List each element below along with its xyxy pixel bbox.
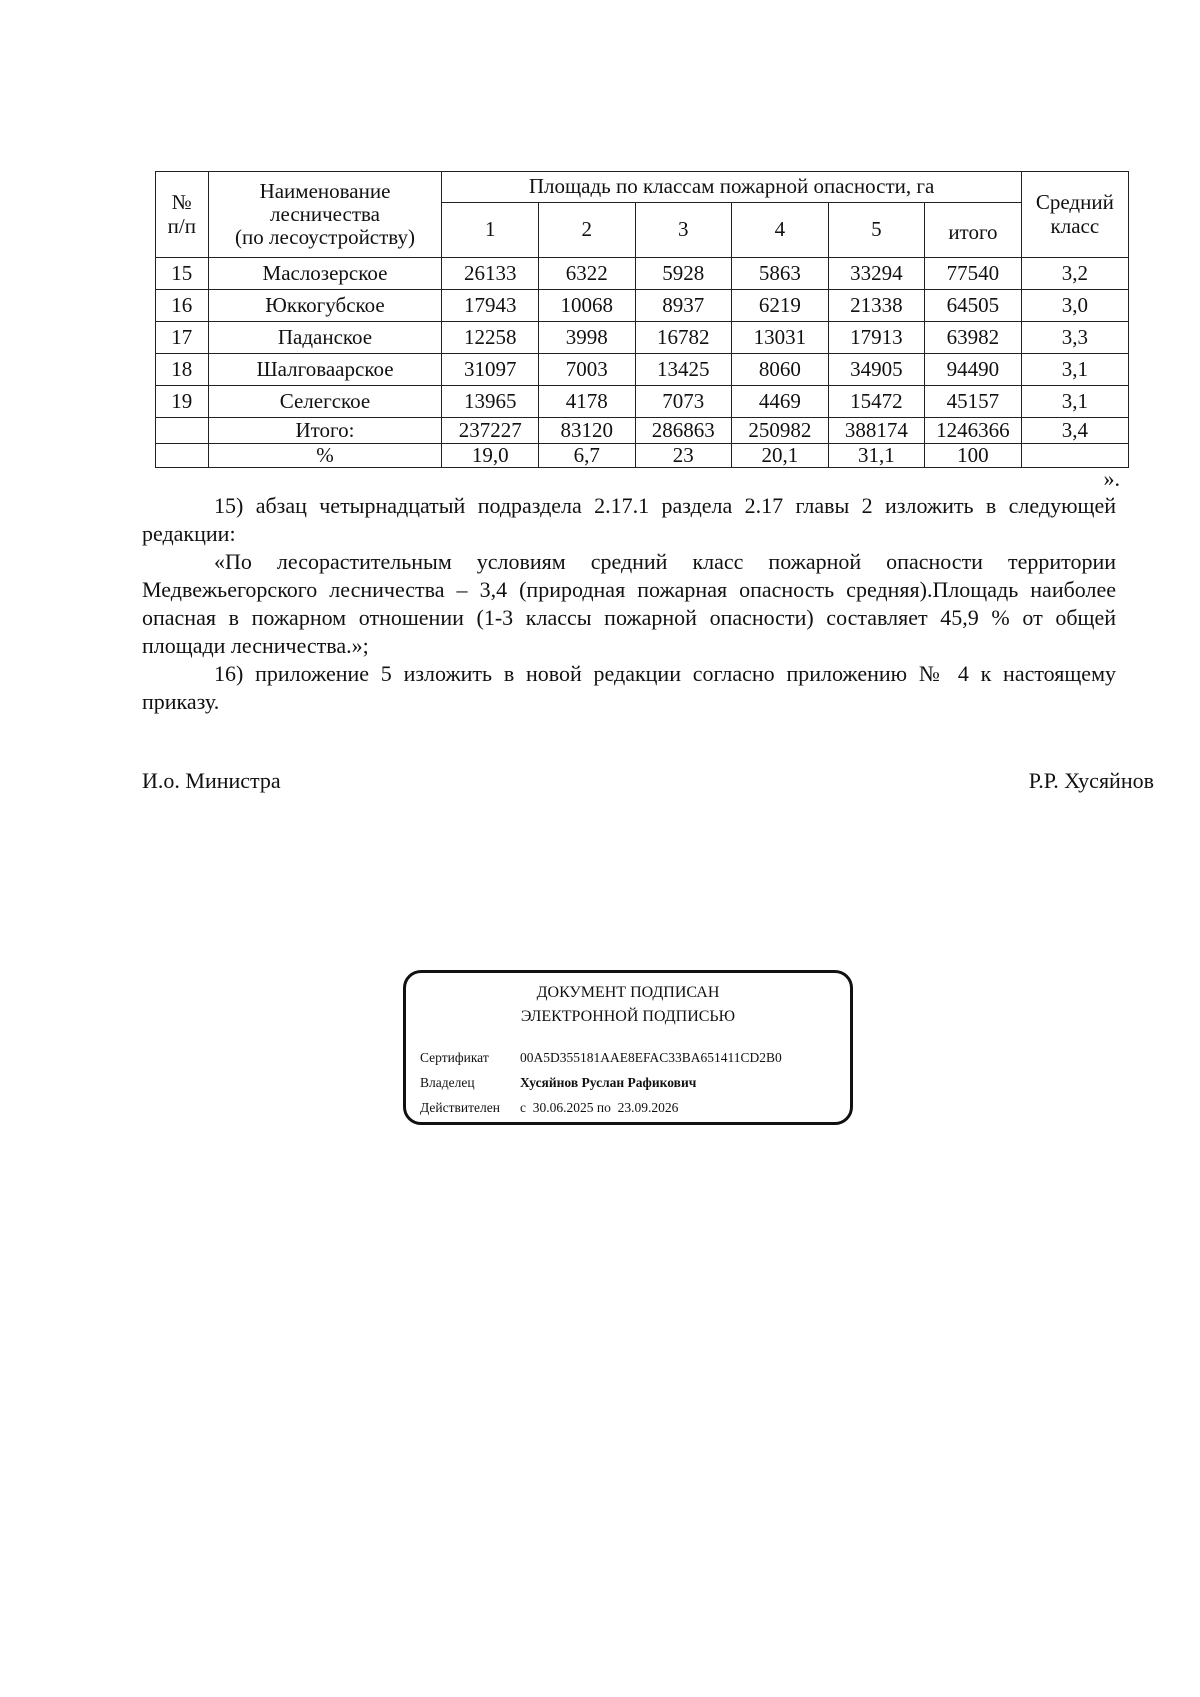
cell-class-5: 15472	[828, 386, 925, 418]
header-class-4: 4	[732, 203, 829, 258]
cell-class-4: 5863	[732, 258, 829, 290]
cell-class-2: 10068	[538, 290, 635, 322]
closing-quote: ».	[1103, 466, 1120, 491]
cell-num	[156, 418, 209, 444]
cell-total-label: Итого:	[208, 418, 442, 444]
cell-num: 17	[156, 322, 209, 354]
cell-name: Селегское	[208, 386, 442, 418]
stamp-validity-value: с 30.06.2025 по 23.09.2026	[520, 1100, 679, 1115]
stamp-certificate-label: Сертификат	[420, 1050, 489, 1065]
cell-num: 19	[156, 386, 209, 418]
cell-class-2: 4178	[538, 386, 635, 418]
cell-avg-class: 3,4	[1021, 418, 1128, 444]
cell-class-2: 6,7	[538, 444, 635, 468]
header-name: Наименование лесничества (по лесоустройству)	[208, 172, 442, 258]
cell-name: Маслозерское	[208, 258, 442, 290]
cell-total: 63982	[925, 322, 1022, 354]
cell-class-4: 8060	[732, 354, 829, 386]
cell-avg-class: 3,0	[1021, 290, 1128, 322]
cell-class-3: 13425	[635, 354, 732, 386]
table-row	[156, 354, 1129, 386]
cell-name: Юккогубское	[208, 290, 442, 322]
header-area-group: Площадь по классам пожарной опасности, га	[442, 172, 1021, 203]
e-signature-stamp	[403, 970, 853, 1125]
cell-class-2: 3998	[538, 322, 635, 354]
cell-name: Шалговаарское	[208, 354, 442, 386]
cell-total: 100	[925, 444, 1022, 468]
stamp-title-line-2: ЭЛЕКТРОННОЙ ПОДПИСЬЮ	[520, 1008, 736, 1025]
cell-class-3: 8937	[635, 290, 732, 322]
header-class-3: 3	[635, 203, 732, 258]
signer-name: Р.Р. Хусяйнов	[1028, 768, 1154, 793]
cell-class-1: 13965	[442, 386, 539, 418]
header-avg-class: Средний класс	[1021, 172, 1128, 258]
table-row	[156, 322, 1129, 354]
table-percent-row	[156, 444, 1129, 468]
cell-class-1: 19,0	[442, 444, 539, 468]
cell-class-4: 6219	[732, 290, 829, 322]
table-row	[156, 290, 1129, 322]
cell-class-3: 7073	[635, 386, 732, 418]
cell-class-5: 31,1	[828, 444, 925, 468]
header-class-5: 5	[828, 203, 925, 258]
cell-num	[156, 444, 209, 468]
header-class-1: 1	[442, 203, 539, 258]
stamp-certificate-value: 00A5D355181AAE8EFAC33BA651411CD2B0	[520, 1050, 782, 1065]
cell-class-5: 33294	[828, 258, 925, 290]
cell-class-3: 16782	[635, 322, 732, 354]
stamp-validity-row	[420, 1100, 678, 1116]
table-total-row	[156, 418, 1129, 444]
cell-num: 18	[156, 354, 209, 386]
header-num: № п/п	[156, 172, 209, 258]
cell-class-5: 17913	[828, 322, 925, 354]
cell-class-4: 250982	[732, 418, 829, 444]
table-header-row	[156, 172, 1129, 203]
cell-class-1: 26133	[442, 258, 539, 290]
table-row	[156, 386, 1129, 418]
stamp-title-line-1: ДОКУМЕНТ ПОДПИСАН	[536, 984, 720, 1001]
paragraph-item-15: 15) абзац четырнадцатый подраздела 2.17.1 раздела 2.17 главы 2 изложить в следующей редакции:	[142, 493, 1116, 546]
cell-class-1: 31097	[442, 354, 539, 386]
cell-total: 64505	[925, 290, 1022, 322]
signer-role: И.о. Министра	[142, 768, 281, 793]
cell-num: 16	[156, 290, 209, 322]
cell-avg-class: 3,1	[1021, 386, 1128, 418]
cell-class-2: 6322	[538, 258, 635, 290]
cell-class-3: 286863	[635, 418, 732, 444]
stamp-owner-row	[420, 1075, 696, 1091]
cell-class-4: 13031	[732, 322, 829, 354]
cell-class-5: 34905	[828, 354, 925, 386]
header-class-2: 2	[538, 203, 635, 258]
cell-class-2: 83120	[538, 418, 635, 444]
table-row	[156, 258, 1129, 290]
cell-name: Паданское	[208, 322, 442, 354]
cell-num: 15	[156, 258, 209, 290]
cell-class-2: 7003	[538, 354, 635, 386]
cell-total: 1246366	[925, 418, 1022, 444]
cell-total: 94490	[925, 354, 1022, 386]
cell-class-5: 388174	[828, 418, 925, 444]
cell-class-1: 12258	[442, 322, 539, 354]
cell-class-4: 4469	[732, 386, 829, 418]
cell-avg-class	[1021, 444, 1128, 468]
paragraph-item-16: 16) приложение 5 изложить в новой редакции согласно приложению № 4 к настоящему приказу.	[142, 661, 1116, 714]
cell-class-3: 23	[635, 444, 732, 468]
fire-danger-table	[155, 171, 1129, 468]
cell-class-4: 20,1	[732, 444, 829, 468]
paragraph-item-15-quote: «По лесорастительным условиям средний класс пожарной опасности территории Медвежьегорского лесничества – 3,4 (природная пожарная опасность средняя).Площадь наиболее опасная в пожарном отношении (1-3 классы пожарной опасности) составляет 45,9 % от общей площади лесничества.»;	[142, 549, 1116, 658]
cell-avg-class: 3,3	[1021, 322, 1128, 354]
stamp-validity-label: Действителен	[420, 1100, 500, 1115]
cell-avg-class: 3,2	[1021, 258, 1128, 290]
stamp-owner-label: Владелец	[420, 1075, 475, 1090]
header-class-total: итого	[925, 203, 1022, 258]
cell-class-5: 21338	[828, 290, 925, 322]
cell-total: 77540	[925, 258, 1022, 290]
cell-class-1: 17943	[442, 290, 539, 322]
cell-percent-label: %	[208, 444, 442, 468]
cell-total: 45157	[925, 386, 1022, 418]
cell-class-3: 5928	[635, 258, 732, 290]
stamp-owner-value: Хусяйнов Руслан Рафикович	[520, 1075, 697, 1090]
stamp-certificate-row	[420, 1050, 782, 1066]
cell-avg-class: 3,1	[1021, 354, 1128, 386]
cell-class-1: 237227	[442, 418, 539, 444]
